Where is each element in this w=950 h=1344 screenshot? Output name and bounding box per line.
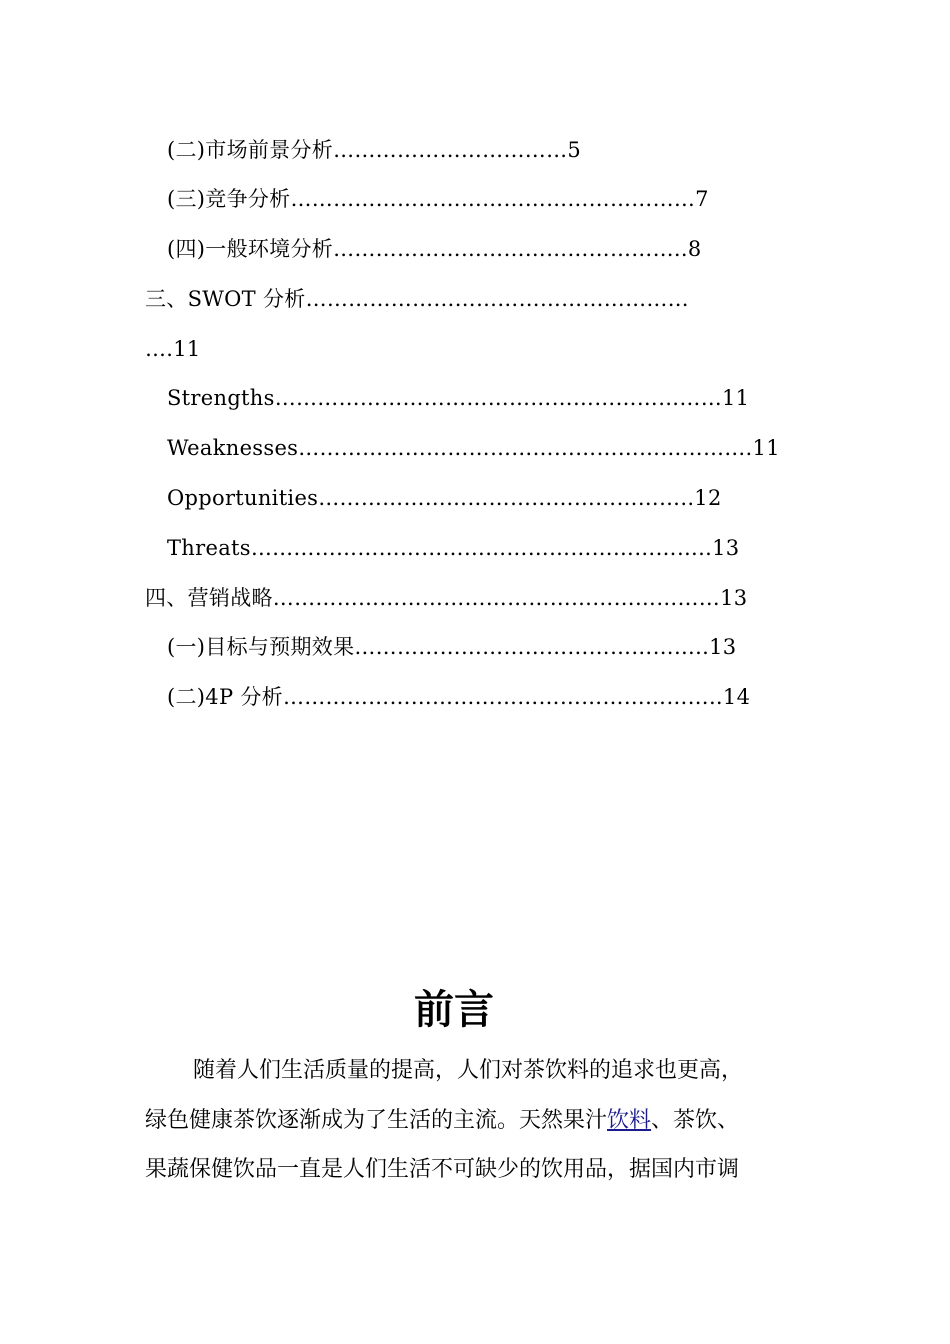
toc-entry-label: (四)一般环境分析…………………………………………..8 <box>167 237 702 261</box>
toc-entry-market-outlook[interactable] <box>167 136 581 164</box>
preface-text: 、茶饮、 <box>651 1108 740 1133</box>
toc-entry-strengths[interactable] <box>167 384 749 412</box>
toc-entry-goals-effects[interactable] <box>167 633 736 661</box>
toc-entry-label: Strengths………………………………………………………11 <box>167 386 750 410</box>
preface-paragraph-line-3: 果蔬保健饮品一直是人们生活不可缺少的饮用品，据国内市调 <box>145 1157 740 1182</box>
toc-entry-label: 三、SWOT 分析……………………………………………… <box>145 287 689 311</box>
toc-entry-label: (一)目标与预期效果…………………………………………..13 <box>167 635 737 659</box>
toc-entry-threats[interactable] <box>167 534 739 562</box>
toc-entry-opportunities[interactable] <box>167 484 722 512</box>
toc-entry-general-environment[interactable] <box>167 235 702 263</box>
preface-paragraph-line-1: 随着人们生活质量的提高，人们对茶饮料的追求也更高， <box>193 1058 744 1083</box>
preface-text: 绿色健康茶饮逐渐成为了生活的主流。天然果汁 <box>145 1108 608 1133</box>
toc-entry-label: Weaknesses……………………………………………………….11 <box>167 436 780 460</box>
toc-entry-label: Threats………………………………………………………..13 <box>167 536 740 560</box>
toc-entry-label: 四、营销战略………………………………………………………13 <box>145 586 748 610</box>
beverage-link[interactable]: 饮料 <box>607 1108 652 1133</box>
toc-entry-weaknesses[interactable] <box>167 434 780 462</box>
toc-entry-label: (二)4P 分析……………………………………………………..14 <box>167 685 751 709</box>
preface-title: 前言 <box>414 986 494 1033</box>
toc-entry-swot-page[interactable] <box>145 335 201 363</box>
toc-entry-swot[interactable] <box>145 285 689 313</box>
toc-entry-label: ….11 <box>145 337 201 361</box>
toc-entry-competition[interactable] <box>167 185 709 213</box>
toc-entry-label: (三)竞争分析…………………………………………………7 <box>167 187 709 211</box>
toc-entry-4p-analysis[interactable] <box>167 683 750 711</box>
toc-entry-label: Opportunities……………………………………………..12 <box>167 486 722 510</box>
toc-entry-label: (二)市场前景分析……………………………5 <box>167 138 582 162</box>
preface-paragraph-line-2 <box>145 1107 805 1135</box>
toc-entry-marketing-strategy[interactable] <box>145 584 747 612</box>
